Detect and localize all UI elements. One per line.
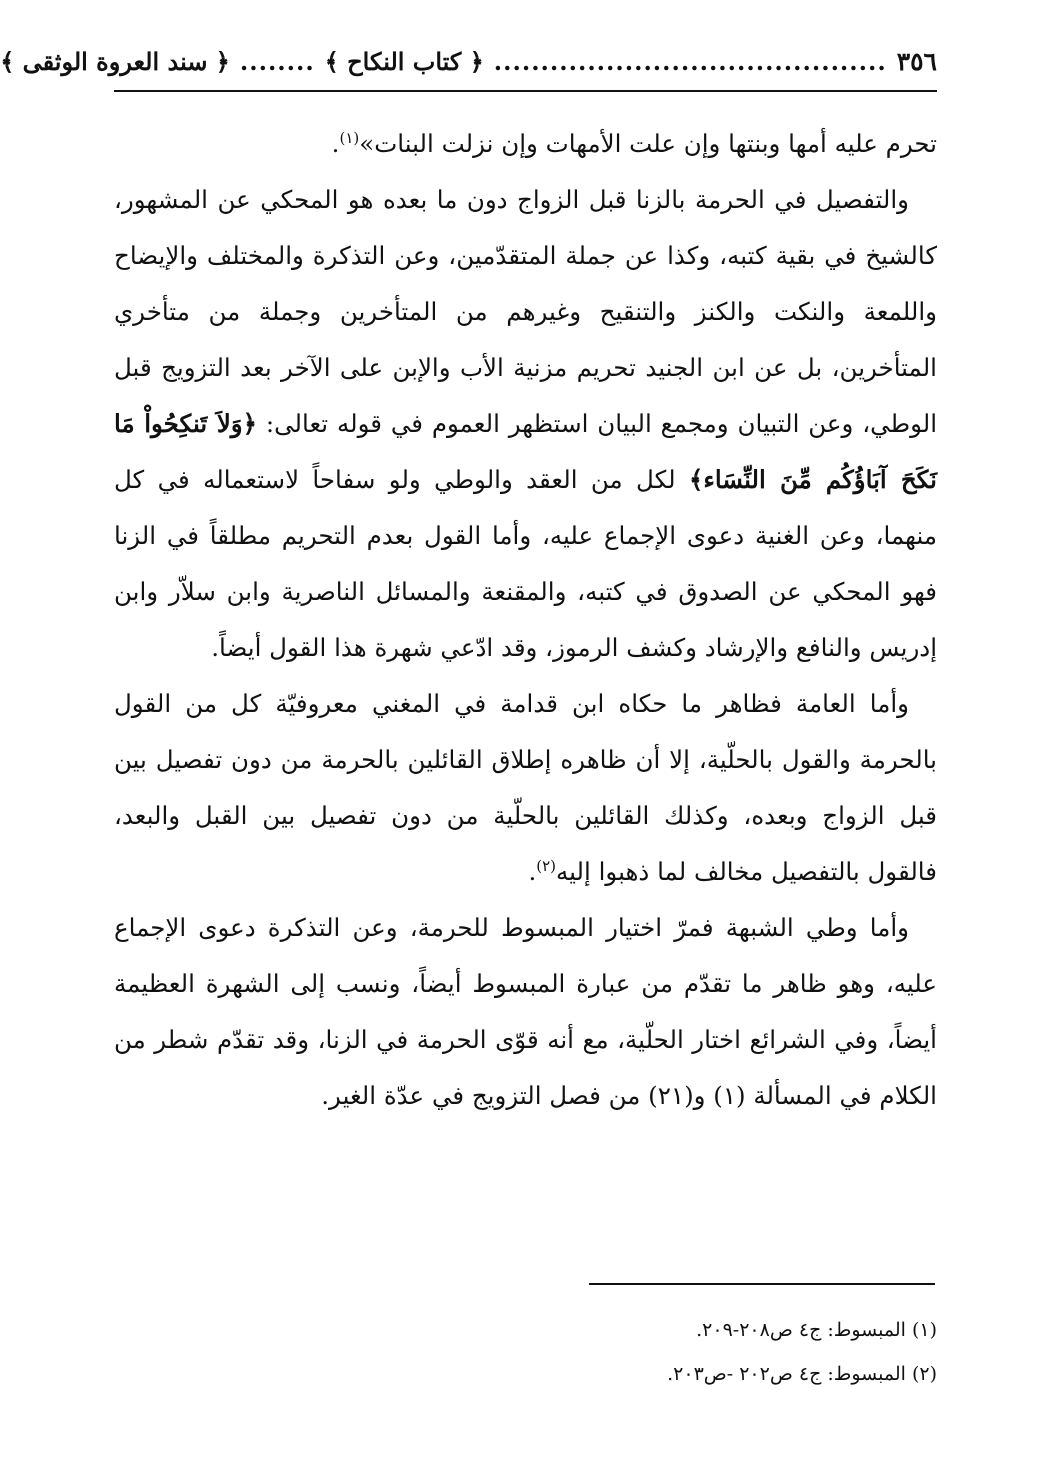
paragraph-text: وأما وطي الشبهة فمرّ اختيار المبسوط للحرمة، وعن التذكرة دعوى الإجماع عليه، وهو ظاهر ما تقدّم من عبارة المبسوط أيضاً، ونسب إلى الشهرة العظيمة أيضاً، وفي الشرائع اختار الحلّية، مع أنه قوّى الحرمة في الزنا، وقد تقدّم شطر من الكلام في المسألة (١) و(٢١) من فصل التزويج في عدّة الغير. <box>114 913 937 1110</box>
paragraph <box>114 172 937 676</box>
header-separator-dots: ........ <box>239 46 315 76</box>
paragraph-tail: . <box>528 857 537 886</box>
paragraph-text: والتفصيل في الحرمة بالزنا قبل الزواج دون ما بعده هو المحكي عن المشهور، كالشيخ في بقية كتبه، وكذا عن جملة المتقدّمين، وعن التذكرة والمختلف والإيضاح واللمعة والنكت والكنز والتنقيح وغيرهم من المتأخرين وجملة من متأخري المتأخرين، بل عن ابن الجنيد تحريم مزنية الأب والإبن على الآخر بعد التزويج قبل الوطي، وعن التبيان ومجمع البيان استظهر العموم في قوله تعالى: <box>114 185 937 438</box>
paragraph-tail: . <box>331 129 340 158</box>
footnote: (٢) المبسوط: ج٤ ص٢٠٢ -ص٢٠٣. <box>667 1363 937 1385</box>
paragraph-text: تحرم عليه أمها وبنتها وإن علت الأمهات وإن نزلت البنات» <box>359 129 937 158</box>
main-text <box>114 116 937 1124</box>
paragraph-text: وأما العامة فظاهر ما حكاه ابن قدامة في المغني معروفيّة كل من القول بالحرمة والقول بالحلّية، إلا أن ظاهره إطلاق القائلين بالحرمة من دون تفصيل بين قبل الزواج وبعده، وكذلك القائلين بالحلّية من دون تفصيل بين القبل والبعد، فالقول بالتفصيل مخالف لما ذهبوا إليه <box>114 689 937 886</box>
book-title: ﴿ سند العروة الوثقى ﴾ <box>0 46 230 76</box>
chapter-title: ﴿ كتاب النكاح ﴾ <box>324 46 484 76</box>
footnote-rule <box>589 1283 935 1285</box>
header-leader-dots: .......................................... <box>493 46 887 76</box>
footnote-reference: (١) <box>339 128 360 147</box>
header-rule <box>114 90 937 92</box>
book-page <box>0 36 938 1124</box>
footnote-reference: (٢) <box>536 856 557 875</box>
footnotes <box>114 1308 937 1396</box>
quran-verse: ﴿وَلاَ تَنكِحُواْ مَا نَكَحَ آبَاؤُكُم مِّنَ النِّسَاء﴾ <box>114 409 938 494</box>
paragraph-tail: لكل من العقد والوطي ولو سفاحاً لاستعماله في كل منهما، وعن الغنية دعوى الإجماع عليه، وأما القول بعدم التحريم مطلقاً في الزنا فهو المحكي عن الصدوق في كتبه، والمقنعة والمسائل الناصرية وابن سلاّر وابن إدريس والنافع والإرشاد وكشف الرموز، وقد ادّعي شهرة هذا القول أيضاً. <box>114 465 937 662</box>
page-number: ٣٥٦ <box>896 46 937 76</box>
paragraph <box>114 676 937 900</box>
paragraph <box>114 900 937 1124</box>
footnote: (١) المبسوط: ج٤ ص٢٠٨-٢٠٩. <box>696 1319 937 1341</box>
paragraph-continuation <box>114 116 937 172</box>
running-header <box>0 36 937 86</box>
